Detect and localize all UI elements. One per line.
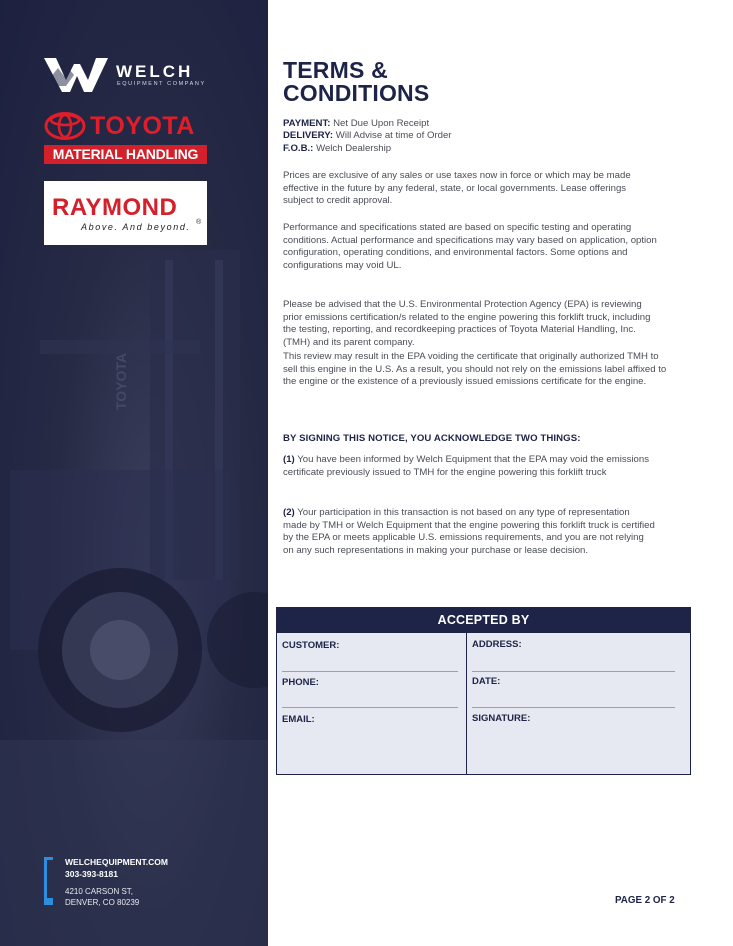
contact-accent-bar xyxy=(44,857,47,903)
page-title-line2: CONDITIONS xyxy=(283,80,430,106)
fob-row xyxy=(283,143,678,155)
delivery-row xyxy=(283,130,678,142)
toyota-name: TOYOTA xyxy=(90,112,195,140)
address-field[interactable] xyxy=(472,671,675,672)
phone-label: PHONE: xyxy=(282,677,319,688)
form-column-divider xyxy=(466,633,467,774)
item1-text: You have been informed by Welch Equipment that the EPA may void the emissions certificate previously issued to TMH for the engine powering this forklift truck xyxy=(283,454,650,478)
acknowledge-item-2 xyxy=(283,507,655,557)
taxes-paragraph: Prices are exclusive of any sales or use taxes now in force or which may be made effective in the future by any federal, state, or local governments. Lease offerings subject to credit approval. xyxy=(283,170,631,207)
email-label: EMAIL: xyxy=(282,714,315,725)
performance-paragraph: Performance and specifications stated are based on specific testing and operating conditions. Actual performance and specifications may vary based on application, option configuration, operating conditions, and environmental factors. Some options and configurations may void UL. xyxy=(283,222,657,271)
payment-value: Net Due Upon Receipt xyxy=(333,118,430,129)
welch-subtitle: EQUIPMENT COMPANY xyxy=(117,81,206,87)
raymond-logo xyxy=(44,181,207,245)
sidebar xyxy=(0,0,268,946)
welch-logo-icon xyxy=(44,56,110,94)
raymond-name: RAYMOND xyxy=(52,194,178,221)
welch-name: WELCH xyxy=(116,62,194,81)
epa-paragraph-2: This review may result in the EPA voiding the certificate that originally authorized TMH to sell this engine in the U.S. As a result, you should not rely on the emissions label affixed to the engine or the existence of a previously issued emissions certificate for the engine. xyxy=(283,351,667,388)
address-label: ADDRESS: xyxy=(472,639,522,650)
contact-accent-top xyxy=(44,857,53,860)
fob-value: Welch Dealership xyxy=(316,142,392,154)
terms-summary xyxy=(283,118,678,155)
acknowledge-heading: BY SIGNING THIS NOTICE, YOU ACKNOWLEDGE TWO THINGS: xyxy=(283,433,581,444)
accepted-by-form xyxy=(276,607,691,775)
date-label: DATE: xyxy=(472,676,501,687)
delivery-value: Will Advise at time of Order xyxy=(335,130,452,142)
contact-accent-bottom xyxy=(44,898,53,905)
svg-text:TOYOTA: TOYOTA xyxy=(113,352,129,410)
material-handling-label: MATERIAL HANDLING xyxy=(44,145,207,164)
date-field[interactable] xyxy=(472,707,675,708)
item2-number: (2) xyxy=(283,507,295,518)
forklift-background-image xyxy=(0,0,268,946)
contact-website[interactable]: WELCHEQUIPMENT.COM xyxy=(65,857,168,867)
signature-label: SIGNATURE: xyxy=(472,713,531,724)
raymond-tagline: Above. And beyond. xyxy=(81,222,191,232)
accepted-by-heading: ACCEPTED BY xyxy=(277,608,690,633)
registered-mark: ® xyxy=(196,219,202,226)
delivery-label: DELIVERY: xyxy=(283,130,334,142)
fob-label: F.O.B.: xyxy=(283,142,314,154)
contact-phone[interactable]: 303-393-8181 xyxy=(65,869,118,879)
item1-number: (1) xyxy=(283,454,295,465)
contact-address-line2: DENVER, CO 80239 xyxy=(65,898,140,907)
page-title xyxy=(283,59,429,105)
page-number: PAGE 2 OF 2 xyxy=(615,895,675,906)
item2-text: Your participation in this transaction is not based on any type of representation made by TMH or Welch Equipment that the engine powering this forklift truck is certified by the EPA or meets applicable U.S. emissions requirements, and you are not relying on any such representations in making your purchase or lease decision. xyxy=(283,507,655,556)
customer-field[interactable] xyxy=(282,671,458,672)
phone-field[interactable] xyxy=(282,707,458,708)
contact-address-line1: 4210 CARSON ST, xyxy=(65,887,134,896)
acknowledge-item-1 xyxy=(283,454,655,479)
payment-row xyxy=(283,118,678,130)
page-title-line1: TERMS & xyxy=(283,57,388,83)
epa-paragraph-1: Please be advised that the U.S. Environmental Protection Agency (EPA) is reviewing prior emissions certification/s related to the engine powering this forklift truck, including the testing, reporting, and recordkeeping practices of Toyota Material Handling, Inc. (TMH) and its parent company. xyxy=(283,299,651,348)
payment-label: PAYMENT: xyxy=(283,118,331,129)
customer-label: CUSTOMER: xyxy=(282,640,340,651)
toyota-emblem-icon xyxy=(44,112,86,140)
